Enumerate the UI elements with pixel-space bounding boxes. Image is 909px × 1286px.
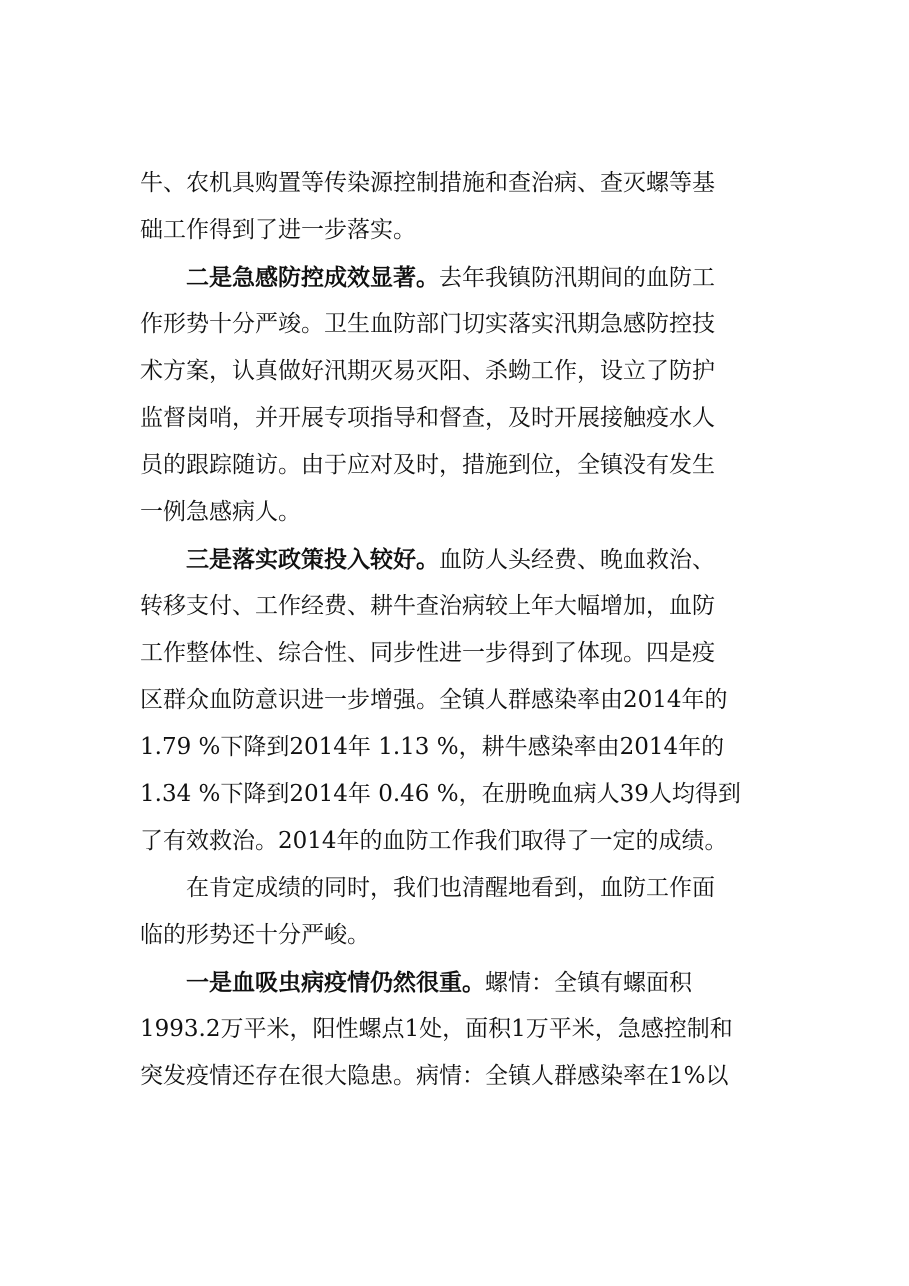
text-line	[140, 207, 780, 254]
document-body	[140, 160, 780, 1100]
text-line	[140, 536, 780, 583]
text-line	[140, 583, 780, 630]
text-line	[140, 489, 780, 536]
text-line	[140, 160, 780, 207]
text-line	[140, 724, 780, 771]
text-line	[140, 630, 780, 677]
text-line	[140, 442, 780, 489]
bold-heading-text: 一是血吸虫病疫情仍然很重。	[186, 969, 485, 996]
body-text: 1.34 %下降到2014年 0.46 %，在册晚血病人39人均得到	[140, 781, 741, 807]
body-text: 血防人头经费、晚血救治、	[439, 547, 715, 573]
text-line	[140, 395, 780, 442]
text-line	[140, 301, 780, 348]
body-text: 1.79 %下降到2014年 1.13 %，耕牛感染率由2014年的	[140, 734, 725, 760]
text-line	[140, 959, 780, 1006]
body-text: 去年我镇防汛期间的血防工	[439, 265, 715, 291]
text-line	[140, 1006, 780, 1053]
body-text: 员的跟踪随访。由于应对及时，措施到位，全镇没有发生	[140, 452, 715, 478]
body-text: 术方案，认真做好汛期灭易灭阳、杀蚴工作，设立了防护	[140, 358, 715, 384]
body-text: 转移支付、工作经费、耕牛查治病较上年大幅增加，血防	[140, 593, 715, 619]
body-text: 在肯定成绩的同时，我们也清醒地看到，血防工作面	[186, 875, 715, 901]
body-text: 螺情：全镇有螺面积	[485, 970, 692, 996]
body-text: 了有效救治。2014年的血防工作我们取得了一定的成绩。	[140, 828, 728, 854]
body-text: 工作整体性、综合性、同步性进一步得到了体现。四是疫	[140, 640, 715, 666]
body-text: 区群众血防意识进一步增强。全镇人群感染率由2014年的	[140, 687, 728, 713]
text-line	[140, 348, 780, 395]
text-line	[140, 912, 780, 959]
text-line	[140, 677, 780, 724]
bold-heading-text: 三是落实政策投入较好。	[186, 546, 439, 573]
text-line	[140, 254, 780, 301]
body-text: 临的形势还十分严峻。	[140, 922, 370, 948]
body-text: 牛、农机具购置等传染源控制措施和查治病、查灭螺等基	[140, 170, 715, 196]
body-text: 一例急感病人。	[140, 499, 301, 525]
text-line	[140, 818, 780, 865]
body-text: 突发疫情还存在很大隐患。病情：全镇人群感染率在1%以	[140, 1063, 729, 1089]
text-line	[140, 771, 780, 818]
body-text: 1993.2万平米，阳性螺点1处，面积1万平米，急感控制和	[140, 1016, 733, 1042]
bold-heading-text: 二是急感防控成效显著。	[186, 264, 439, 291]
text-line	[140, 1053, 780, 1100]
body-text: 作形势十分严竣。卫生血防部门切实落实汛期急感防控技	[140, 311, 715, 337]
text-line	[140, 865, 780, 912]
body-text: 监督岗哨，并开展专项指导和督查，及时开展接触疫水人	[140, 405, 715, 431]
body-text: 础工作得到了进一步落实。	[140, 217, 416, 243]
